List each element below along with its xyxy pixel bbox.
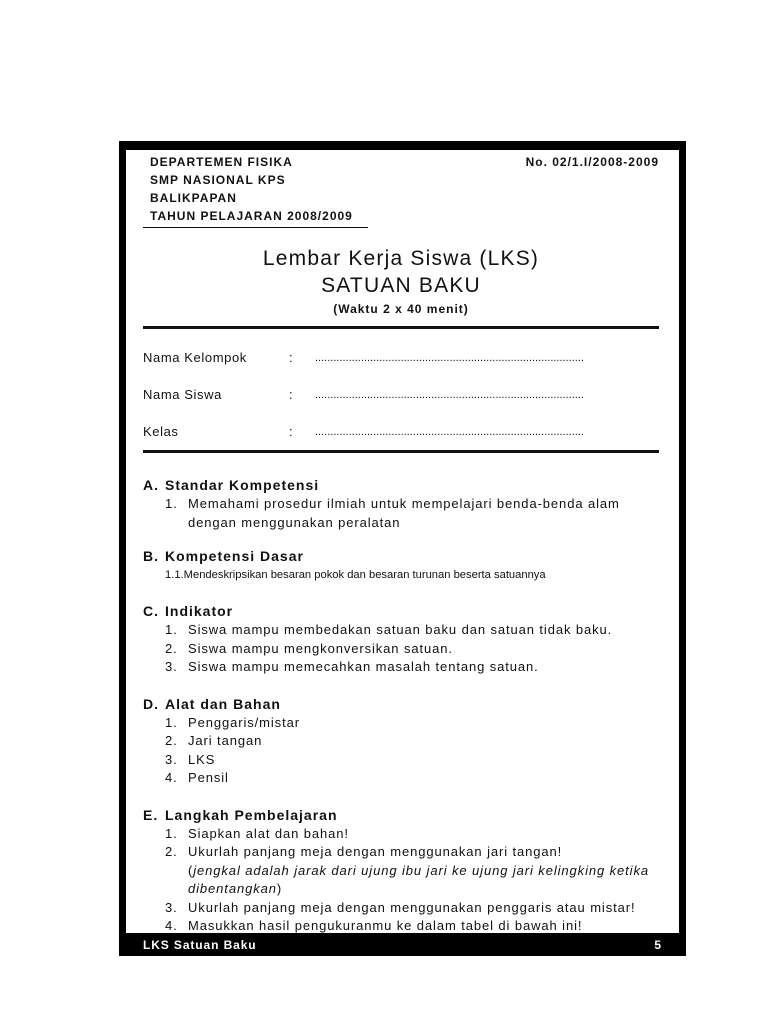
list-item [143,751,659,770]
competency-note: 1.1.Mendeskripsikan besaran pokok dan besaran turunan beserta satuannya [165,569,546,581]
list-item [143,825,659,844]
list-item [143,714,659,733]
item-text: Pensil [188,770,229,785]
section-letter: A. [143,477,159,493]
item-number: 2. [165,733,178,748]
department-line: DEPARTEMEN FISIKA [150,155,293,169]
item-text: Masukkan hasil pengukuranmu ke dalam tabel di bawah ini! [188,918,583,933]
form-row-group-name [143,339,659,376]
item-text: LKS [188,751,216,767]
form-label: Nama Siswa [143,387,222,402]
divider [143,450,659,453]
student-info-form [143,329,659,450]
item-list [143,495,659,532]
item-text: Siswa mampu memecahkan masalah tentang satuan. [188,659,539,674]
list-item [143,899,659,918]
section-title: Indikator [165,603,234,619]
page-number: 5 [654,937,662,952]
item-number: 1. [165,496,178,511]
document-header [143,153,659,228]
item-text: Penggaris/mistar [188,714,300,730]
list-item [143,843,659,899]
section-heading [143,805,659,825]
form-colon: : [289,424,294,439]
fill-in-line: ........................................................................................ [315,425,584,438]
school-line: SMP NASIONAL KPS BALIKPAPAN [150,173,286,205]
item-list [143,621,659,677]
institution-block [143,153,368,228]
section-title: Standar Kompetensi [165,477,320,493]
form-colon: : [289,350,294,365]
worksheet-title: Lembar Kerja Siswa (LKS) [262,247,540,270]
form-label: Kelas [143,424,179,439]
section-heading [143,601,659,621]
list-item [143,769,659,788]
form-label: Nama Kelompok [143,350,247,365]
section-heading [143,475,659,495]
item-number: 3. [165,899,178,915]
section-title: Langkah Pembelajaran [165,806,338,823]
worksheet-subject: SATUAN BAKU [321,274,481,297]
list-item [143,621,659,640]
section-letter: B. [143,548,159,564]
item-text: Jari tangan [188,733,263,748]
paren-close: ) [276,881,283,896]
document-number: No. 02/1.I/2008-2009 [525,155,659,169]
list-item [143,658,659,677]
form-row-class [143,413,659,450]
item-number: 2. [165,844,178,859]
form-row-student-name [143,376,659,413]
form-colon: : [289,387,294,402]
definition-note: jengkal adalah jarak dari ujung ibu jari ke ujung jari kelingking ketika dibentangkan [188,862,649,896]
time-allocation: (Waktu 2 x 40 menit) [333,302,469,316]
item-text: Memahami prosedur ilmiah untuk mempelajari benda-benda alam dengan menggunakan peralatan [188,496,620,530]
list-item [143,640,659,659]
item-number: 3. [165,659,178,674]
item-text: Ukurlah panjang meja dengan menggunakan penggaris atau mistar! [188,899,636,915]
section-title: Alat dan Bahan [165,695,281,712]
academic-year-line: TAHUN PELAJARAN 2008/2009 [150,209,353,223]
item-list [143,714,659,788]
section-alat-dan-bahan [143,694,659,788]
section-heading [143,694,659,714]
paren-open: ( [188,862,194,878]
section-kompetensi-dasar [143,546,659,584]
item-list [143,825,659,936]
item-text: Siswa mampu membedakan satuan baku dan satuan tidak baku. [188,622,613,637]
item-text [188,843,659,899]
fill-in-line: ........................................................................................ [315,351,584,364]
title-block [143,245,659,316]
footer-title: LKS Satuan Baku [143,937,257,952]
section-letter: E. [143,806,159,823]
item-number: 4. [165,918,178,933]
item-number: 1. [165,622,178,637]
item-text: Siapkan alat dan bahan! [188,825,349,841]
section-letter: C. [143,603,159,619]
section-langkah-pembelajaran [143,805,659,936]
fill-in-line: ........................................................................................ [315,388,584,401]
item-number: 1. [165,714,178,730]
page-content [126,150,679,933]
item-text: Siswa mampu mengkonversikan satuan. [188,640,453,656]
item-number: 4. [165,770,178,785]
list-item [143,495,659,532]
section-letter: D. [143,695,159,712]
item-number: 3. [165,751,178,767]
section-indikator [143,601,659,677]
list-item [143,732,659,751]
section-heading [143,546,659,566]
item-number: 1. [165,825,178,841]
section-standar-kompetensi [143,475,659,532]
item-number: 2. [165,640,178,656]
item-main-text: Ukurlah panjang meja dengan menggunakan jari tangan! [188,844,563,859]
page-footer [126,933,679,956]
page-frame [119,141,686,956]
section-title: Kompetensi Dasar [165,548,304,564]
